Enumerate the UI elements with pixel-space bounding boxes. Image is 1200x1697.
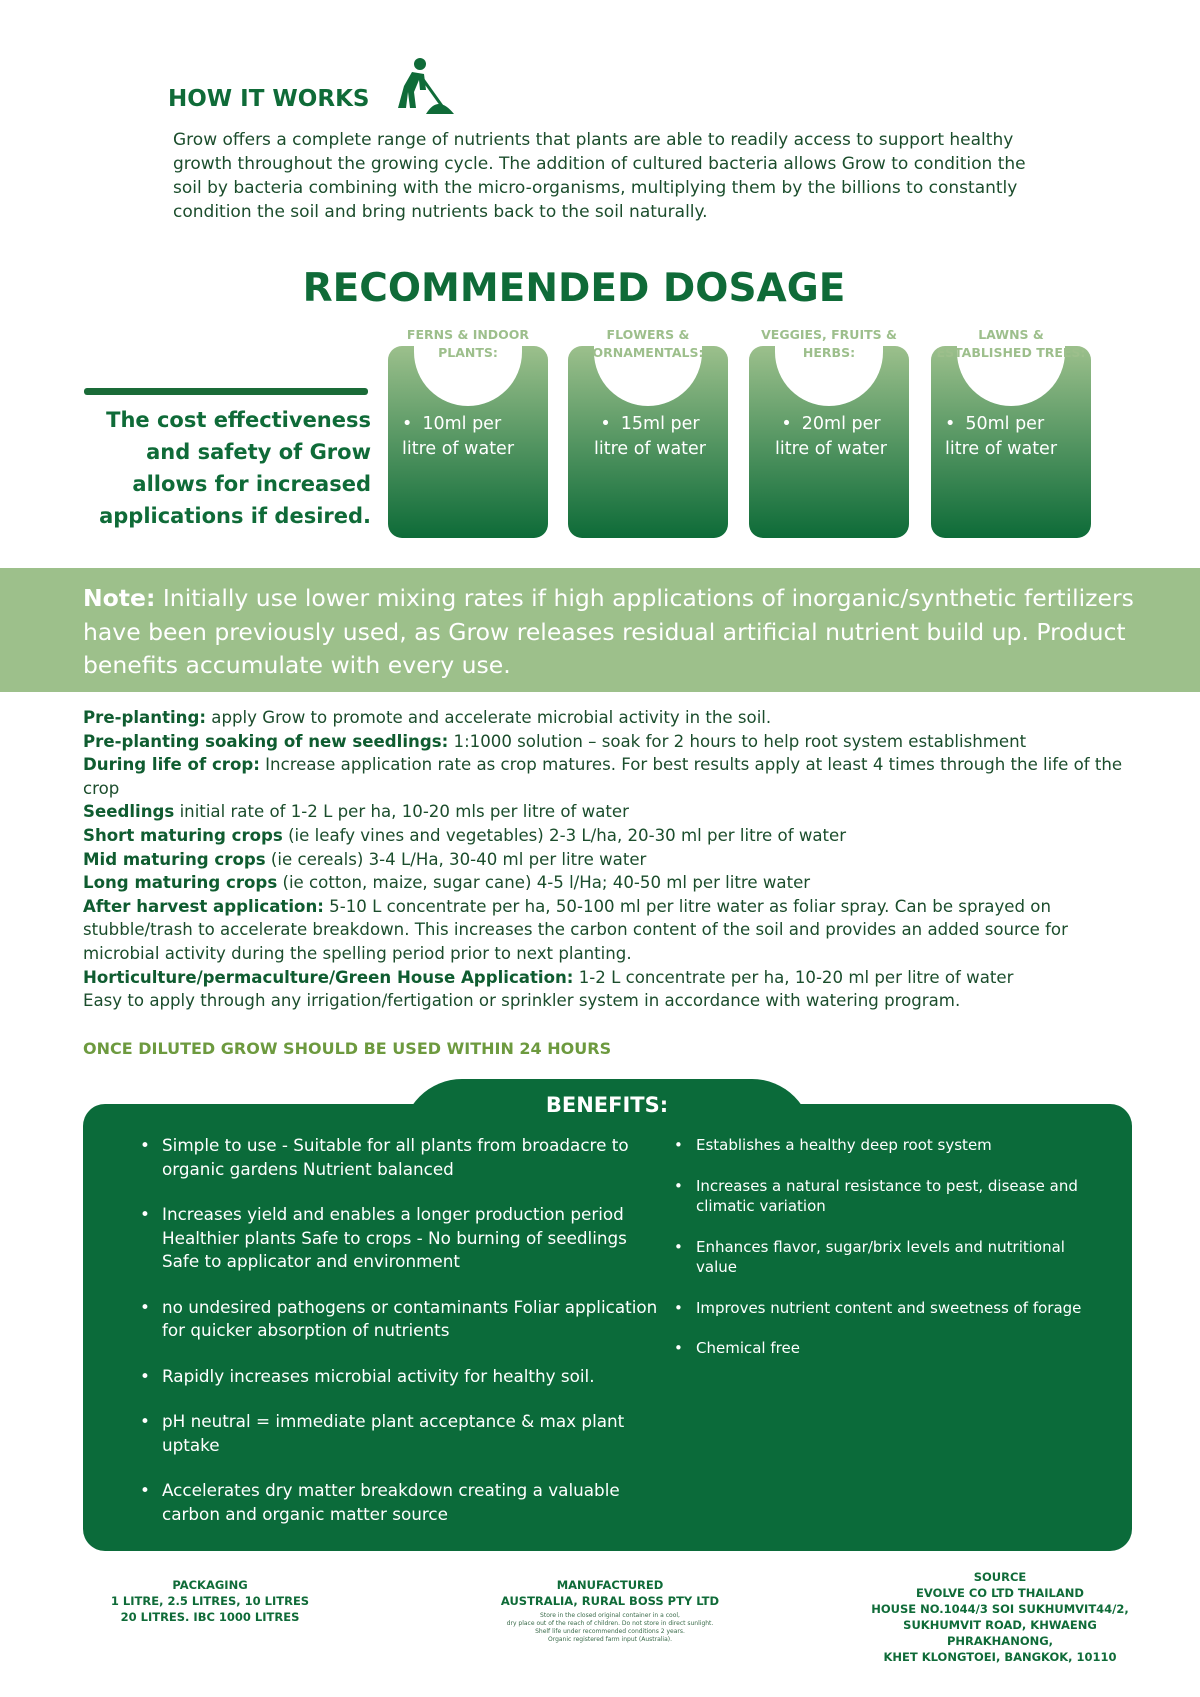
dosage-value: 50ml per litre of water bbox=[945, 414, 1058, 459]
benefit-item: • Establishes a healthy deep root system bbox=[674, 1135, 1094, 1156]
dosage-value: 10ml per litre of water bbox=[402, 414, 515, 459]
instruction-line: Easy to apply through any irrigation/fertigation or sprinkler system in accordance with watering program. bbox=[83, 991, 961, 1011]
dosage-card-flowers: • 15ml per litre of water bbox=[568, 346, 728, 538]
dosage-label: LAWNS & ESTABLISHED TREES: bbox=[936, 327, 1086, 360]
note-label: Note: bbox=[83, 584, 156, 612]
instruction-line: Pre-planting soaking of new seedlings: 1:1000 solution – soak for 2 hours to help root system establishment bbox=[83, 731, 1027, 751]
benefit-item: • Chemical free bbox=[674, 1338, 1094, 1359]
dosage-label: VEGGIES, FRUITS & HERBS: bbox=[761, 327, 897, 360]
dilution-warning: ONCE DILUTED GROW SHOULD BE USED WITHIN 24 HOURS bbox=[83, 1039, 612, 1058]
benefit-item: • Accelerates dry matter breakdown creating a valuable carbon and organic matter source bbox=[140, 1479, 660, 1526]
benefit-item: • Rapidly increases microbial activity for healthy soil. bbox=[140, 1365, 660, 1389]
benefit-item: • pH neutral = immediate plant acceptance & max plant uptake bbox=[140, 1410, 660, 1457]
benefits-left-list bbox=[140, 1134, 660, 1548]
note-text: Initially use lower mixing rates if high applications of inorganic/synthetic fertilizers have been previously used, as Grow releases residual artificial nutrient build up. Product benefits accumulate with every use. bbox=[83, 584, 1134, 679]
footer-source: SOURCE EVOLVE CO LTD THAILAND HOUSE NO.1044/3 SOI SUKHUMVIT44/2, SUKHUMVIT ROAD, KHWAENG PHRAKHANONG, KHET KLONGTOEI, BANGKOK, 10110 bbox=[871, 1570, 1129, 1664]
benefit-item: • Improves nutrient content and sweetness of forage bbox=[674, 1298, 1094, 1319]
instruction-line: Mid maturing crops (ie cereals) 3-4 L/Ha, 30-40 ml per litre water bbox=[83, 849, 647, 869]
digging-person-icon bbox=[386, 56, 456, 116]
dosage-card-lawns: • 50ml per litre of water bbox=[931, 346, 1091, 538]
instruction-line: After harvest application: 5-10 L concentrate per ha, 50-100 ml per litre water as foliar spray. Can be sprayed on stubble/trash to accelerate breakdown. This increases the carbon content of the soil and provides an added source for microbial activity during the spelling period prior to next planting. bbox=[83, 896, 1068, 963]
dosage-label: FLOWERS & ORNAMENTALS: bbox=[592, 327, 704, 360]
dosage-label: FERNS & INDOOR PLANTS: bbox=[406, 327, 530, 360]
benefit-item: • no undesired pathogens or contaminants Foliar application for quicker absorption of nutrients bbox=[140, 1296, 660, 1343]
benefits-right-list bbox=[674, 1135, 1094, 1379]
instruction-line: Pre-planting: apply Grow to promote and accelerate microbial activity in the soil. bbox=[83, 708, 772, 727]
how-it-works-heading: HOW IT WORKS bbox=[168, 86, 370, 112]
dosage-card-ferns: • 10ml per litre of water bbox=[388, 346, 548, 538]
benefit-item: • Simple to use - Suitable for all plants from broadacre to organic gardens Nutrient balanced bbox=[140, 1134, 660, 1181]
note-banner bbox=[0, 568, 1200, 692]
benefits-title: BENEFITS: bbox=[545, 1093, 669, 1117]
dosage-card-veggies: • 20ml per litre of water bbox=[749, 346, 909, 538]
cost-effectiveness-text: The cost effectiveness and safety of Grow allows for increased applications if desired. bbox=[99, 408, 371, 528]
benefit-item: • Enhances flavor, sugar/brix levels and nutritional value bbox=[674, 1237, 1094, 1278]
dosage-value: 20ml per litre of water bbox=[774, 414, 887, 459]
intro-paragraph: Grow offers a complete range of nutrients that plants are able to readily access to support healthy growth throughout the growing cycle. The addition of cultured bacteria allows Grow to condition the soil by bacteria combining with the micro-organisms, multiplying them by the billions to constantly condition the soil and bring nutrients back to the soil naturally. bbox=[173, 130, 1026, 222]
footer-packaging: PACKAGING 1 LITRE, 2.5 LITRES, 10 LITRES 20 LITRES. IBC 1000 LITRES bbox=[110, 1578, 310, 1624]
instruction-line: Horticulture/permaculture/Green House Application: 1-2 L concentrate per ha, 10-20 ml per litre of water bbox=[83, 967, 1014, 987]
recommended-dosage-title: RECOMMENDED DOSAGE bbox=[302, 266, 846, 311]
dosage-value: 15ml per litre of water bbox=[593, 414, 706, 459]
instruction-line: During life of crop: Increase application rate as crop matures. For best results apply at least 4 times through the life of the crop bbox=[83, 755, 1123, 798]
benefit-item: • Increases a natural resistance to pest, disease and climatic variation bbox=[674, 1176, 1094, 1217]
divider bbox=[84, 388, 368, 395]
instruction-line: Short maturing crops (ie leafy vines and vegetables) 2-3 L/ha, 20-30 ml per litre of water bbox=[83, 825, 847, 845]
footer-manufactured: MANUFACTURED AUSTRALIA, RURAL BOSS PTY LTD Store in the closed original container in a cool, dry place out of the reach of children. Do not store in direct sunlight. Shelf life under recommended conditions 2 years. Organic registered farm input (Australia). bbox=[480, 1577, 740, 1644]
instructions bbox=[83, 706, 1143, 1013]
instruction-line: Seedlings initial rate of 1-2 L per ha, 10-20 mls per litre of water bbox=[83, 802, 629, 822]
benefit-item: • Increases yield and enables a longer production period Healthier plants Safe to crops - No burning of seedlings Safe to applicator and environment bbox=[140, 1203, 660, 1274]
storage-notes: Store in the closed original container in a cool, dry place out of the reach of children. Do not store in direct sunlight. Shelf life under recommended conditions 2 years. Organic registered farm input (Australia). bbox=[506, 1612, 714, 1643]
instruction-line: Long maturing crops (ie cotton, maize, sugar cane) 4-5 l/Ha; 40-50 ml per litre water bbox=[83, 873, 811, 893]
